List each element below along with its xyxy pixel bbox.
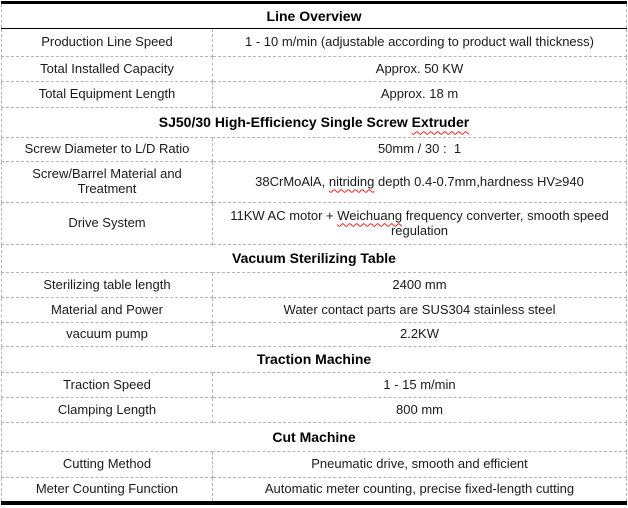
table-row [2, 203, 627, 245]
table-row [2, 478, 627, 503]
table-row [2, 398, 627, 423]
table-row [2, 323, 627, 347]
spec-value: 2.2KW [213, 323, 627, 347]
spellcheck-wavy-word: Extruder [411, 114, 470, 131]
spec-value: Approx. 18 m [213, 82, 627, 108]
spec-value: 50mm / 30 : 1 [213, 138, 627, 162]
table-row [2, 452, 627, 478]
spec-label: Traction Speed [2, 373, 213, 398]
spec-value: Pneumatic drive, smooth and efficient [213, 452, 627, 478]
spellcheck-wavy-word: nitriding [328, 173, 375, 189]
table-row [2, 245, 627, 273]
table-row [2, 162, 627, 203]
spec-label: Screw Diameter to L/D Ratio [2, 138, 213, 162]
spec-value-text: 11KW AC motor + [230, 207, 338, 223]
spec-value-text: depth 0.4-0.7mm,hardness HV≥940 [374, 173, 584, 189]
spec-value: 1 - 15 m/min [213, 373, 627, 398]
table-row [2, 82, 627, 108]
spec-value [213, 162, 627, 203]
spec-value: Water contact parts are SUS304 stainless steel [213, 298, 627, 323]
table-row [2, 423, 627, 452]
spec-table [1, 1, 627, 505]
spec-value: 800 mm [213, 398, 627, 423]
table-row [2, 298, 627, 323]
spec-label: Clamping Length [2, 398, 213, 423]
spec-value-text: 38CrMoAlA, [255, 173, 329, 189]
table-row [2, 57, 627, 82]
table-row [2, 138, 627, 162]
spec-label: Total Equipment Length [2, 82, 213, 108]
spec-label: Drive System [2, 203, 213, 245]
spec-label: Total Installed Capacity [2, 57, 213, 82]
table-row [2, 3, 627, 29]
spec-value-text: frequency converter, smooth speed regulation [390, 207, 613, 238]
section-header-cut-machine: Cut Machine [2, 423, 627, 452]
section-title-text: SJ50/30 High-Efficiency Single Screw [158, 114, 412, 131]
section-header-extruder [2, 108, 627, 138]
spec-label: Meter Counting Function [2, 478, 213, 503]
table-row [2, 29, 627, 57]
spellcheck-wavy-word: Weichuang [337, 207, 403, 223]
spec-label: Sterilizing table length [2, 273, 213, 298]
table-row [2, 108, 627, 138]
section-header-line-overview: Line Overview [2, 3, 627, 29]
spec-label: Material and Power [2, 298, 213, 323]
spec-label: vacuum pump [2, 323, 213, 347]
spec-label: Cutting Method [2, 452, 213, 478]
section-header-vacuum-sterilizing-table: Vacuum Sterilizing Table [2, 245, 627, 273]
section-header-traction-machine: Traction Machine [2, 347, 627, 373]
spec-value: Automatic meter counting, precise fixed-length cutting [213, 478, 627, 503]
spec-label: Production Line Speed [2, 29, 213, 57]
table-row [2, 373, 627, 398]
spec-label: Screw/Barrel Material and Treatment [2, 162, 213, 203]
spec-value [213, 203, 627, 245]
table-row [2, 347, 627, 373]
spec-value: 1 - 10 m/min (adjustable according to product wall thickness) [213, 29, 627, 57]
table-row [2, 273, 627, 298]
spec-value: 2400 mm [213, 273, 627, 298]
spec-value: Approx. 50 KW [213, 57, 627, 82]
